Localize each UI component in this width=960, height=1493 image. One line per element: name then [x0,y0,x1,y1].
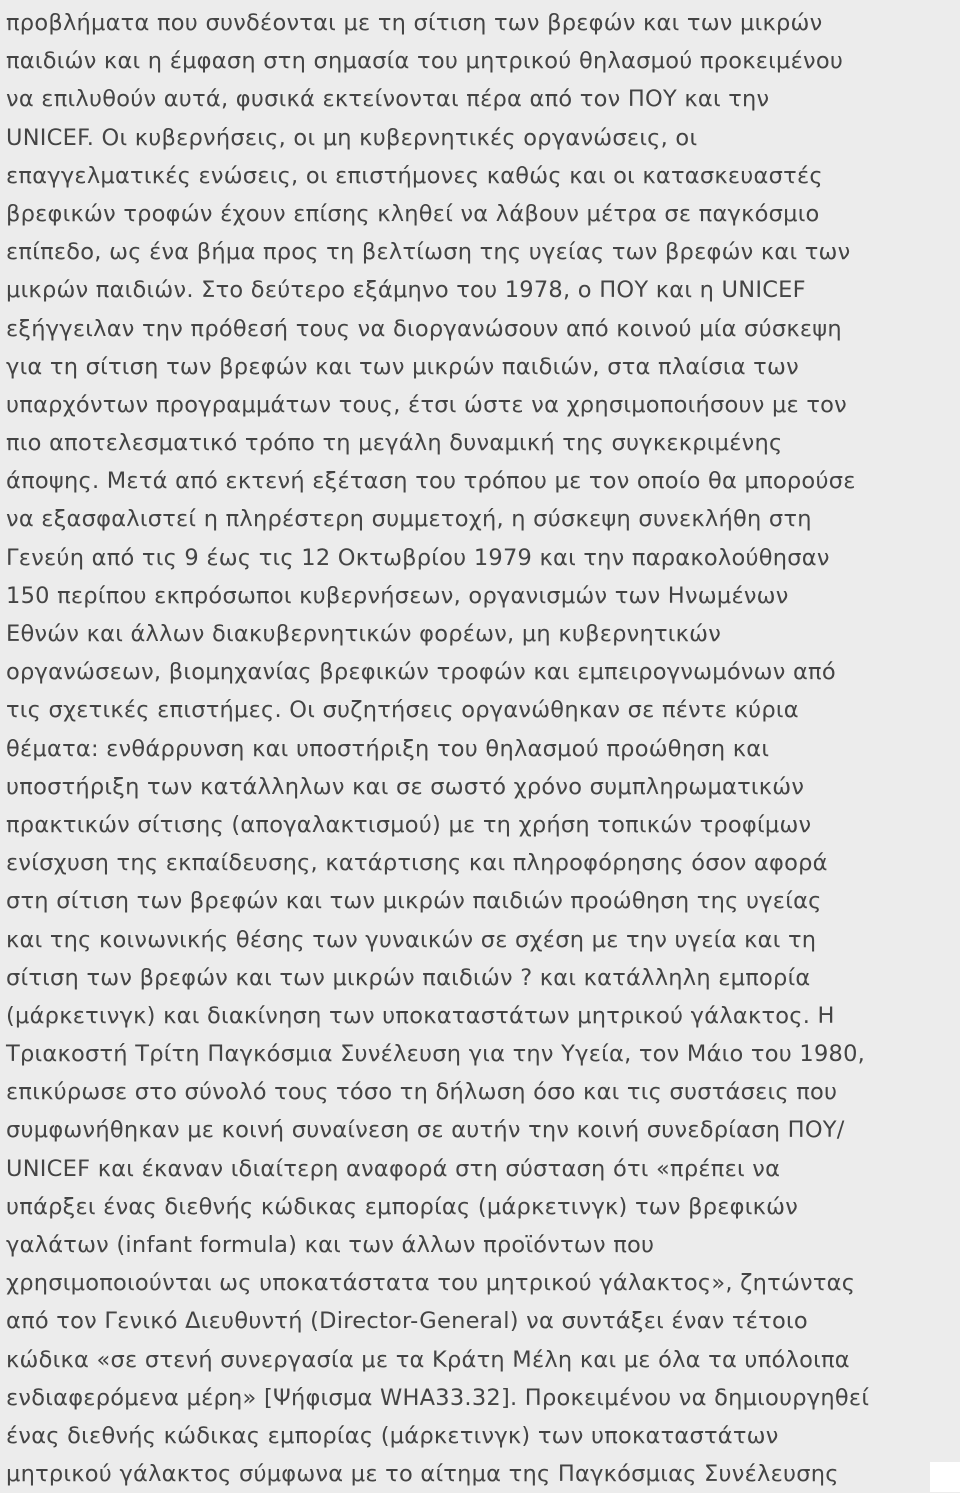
text-line: κώδικα «σε στενή συνεργασία με τα Κράτη Μέλη και με όλα τα υπόλοιπα [6,1346,850,1373]
text-line: ενδιαφερόμενα μέρη» [Ψήφισμα WHA33.32]. Προκειμένου να δημιουργηθεί [6,1384,870,1411]
text-line: εξήγγειλαν την πρόθεσή τους να διοργανώσουν από κοινού μία σύσκεψη [6,315,842,342]
page-corner [930,1462,960,1492]
text-line: οργανώσεων, βιομηχανίας βρεφικών τροφών και εμπειρογνωμόνων από [6,659,836,686]
text-line: Γενεύη από τις 9 έως τις 12 Οκτωβρίου 1979 και την παρακολούθησαν [6,544,830,571]
text-line: μικρών παιδιών. Στο δεύτερο εξάμηνο του 1978, ο ΠΟΥ και η UNICEF [6,277,806,304]
text-line: ενίσχυση της εκπαίδευσης, κατάρτισης και πληροφόρησης όσον αφορά [6,850,828,877]
text-line: υποστήριξη των κατάλληλων και σε σωστό χρόνο συμπληρωματικών [6,773,805,800]
text-line: (μάρκετινγκ) και διακίνηση των υποκαταστάτων μητρικού γάλακτος. Η [6,1002,835,1029]
text-line: 150 περίπου εκπρόσωποι κυβερνήσεων, οργανισμών των Ηνωμένων [6,582,789,609]
text-line: βρεφικών τροφών έχουν επίσης κληθεί να λάβουν μέτρα σε παγκόσμιο [6,200,820,227]
text-line: να εξασφαλιστεί η πληρέστερη συμμετοχή, η σύσκεψη συνεκλήθη στη [6,506,812,533]
text-line: σίτιση των βρεφών και των μικρών παιδιών ? και κατάλληλη εμπορία [6,964,811,991]
text-line: υπαρχόντων προγραμμάτων τους, έτσι ώστε να χρησιμοποιήσουν με τον [6,391,848,418]
text-line: γαλάτων (infant formula) και των άλλων προϊόντων που [6,1232,655,1258]
text-line: πρακτικών σίτισης (απογαλακτισμού) με τη χρήση τοπικών τροφίμων [6,811,812,838]
text-line: χρησιμοποιούνται ως υποκατάστατα του μητρικού γάλακτος», ζητώντας [6,1270,856,1297]
text-line: πιο αποτελεσματικό τρόπο τη μεγάλη δυναμική της συγκεκριμένης [6,430,783,457]
text-line: προβλήματα που συνδέονται με τη σίτιση των βρεφών και των μικρών [6,10,823,36]
text-line: ένας διεθνής κώδικας εμπορίας (μάρκετινγκ) των υποκαταστάτων [6,1422,779,1449]
text-line: από τον Γενικό Διευθυντή (Director-General) να συντάξει έναν τέτοιο [6,1308,808,1335]
text-line: για τη σίτιση των βρεφών και των μικρών παιδιών, στα πλαίσια των [6,353,799,380]
text-line: επικύρωσε στο σύνολό τους τόσο τη δήλωση όσο και τις συστάσεις που [6,1079,838,1106]
text-line: τις σχετικές επιστήμες. Οι συζητήσεις οργανώθηκαν σε πέντε κύρια [6,697,799,724]
text-line: υπάρξει ένας διεθνής κώδικας εμπορίας (μάρκετινγκ) των βρεφικών [6,1193,799,1220]
text-line: θέματα: ενθάρρυνση και υποστήριξη του θηλασμού προώθηση και [6,735,770,762]
text-line: Εθνών και άλλων διακυβερνητικών φορέων, μη κυβερνητικών [6,621,722,647]
text-line: μητρικού γάλακτος σύμφωνα με το αίτημα της Παγκόσμιας Συνέλευσης [6,1461,839,1488]
text-line: επίπεδο, ως ένα βήμα προς τη βελτίωση της υγείας των βρεφών και των [6,239,851,266]
text-line: επαγγελματικές ενώσεις, οι επιστήμονες καθώς και οι κατασκευαστές [6,162,823,189]
text-line: παιδιών και η έμφαση στη σημασία του μητρικού θηλασμού προκειμένου [6,48,844,75]
text-line: UNICEF και έκαναν ιδιαίτερη αναφορά στη σύσταση ότι «πρέπει να [6,1155,781,1182]
text-line: και της κοινωνικής θέσης των γυναικών σε σχέση με την υγεία και τη [6,926,817,953]
text-line: στη σίτιση των βρεφών και των μικρών παιδιών προώθηση της υγείας [6,888,822,915]
text-line: συμφωνήθηκαν με κοινή συναίνεση σε αυτήν την κοινή συνεδρίαση ΠΟΥ/ [6,1117,845,1144]
text-line: UNICEF. Οι κυβερνήσεις, οι μη κυβερνητικές οργανώσεις, οι [6,124,698,151]
text-line: Τριακοστή Τρίτη Παγκόσμια Συνέλευση για την Υγεία, τον Μάιο του 1980, [6,1041,866,1068]
body-text [6,4,956,1493]
text-line: να επιλυθούν αυτά, φυσικά εκτείνονται πέρα από τον ΠΟΥ και την [6,86,770,113]
text-line: άποψης. Μετά από εκτενή εξέταση του τρόπου με τον οποίο θα μπορούσε [6,468,856,495]
